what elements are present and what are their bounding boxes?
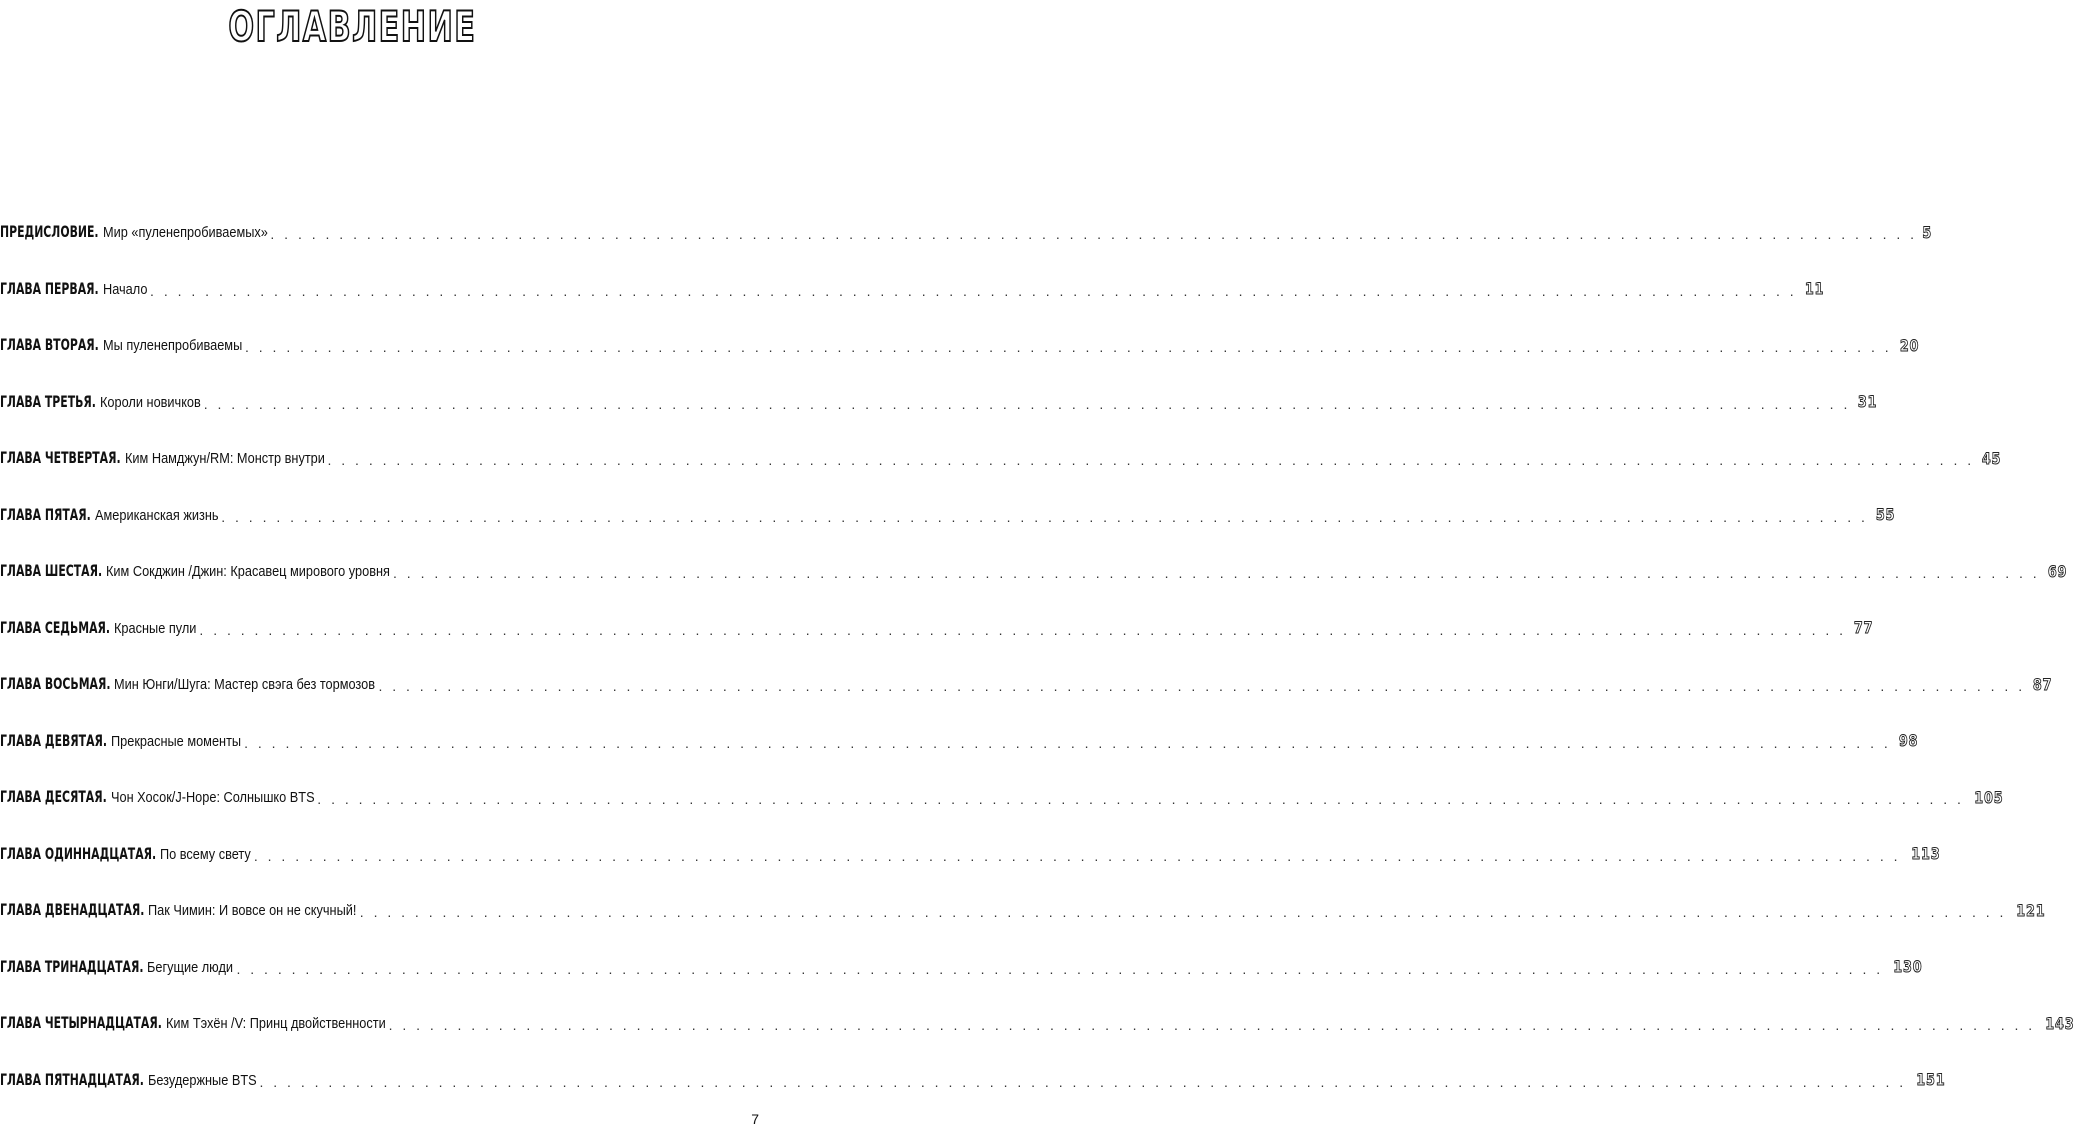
chapter-title: Мир «пуленепробиваемых» xyxy=(102,224,268,241)
chapter-label: ГЛАВА ВОСЬМАЯ. xyxy=(0,674,111,693)
chapter-label: ГЛАВА ДЕВЯТАЯ. xyxy=(0,730,108,750)
chapter-title: Бегущие люди xyxy=(147,958,234,976)
chapter-page-number: 151 xyxy=(1916,1070,1946,1089)
chapter-title: Красные пули xyxy=(114,619,197,637)
toc-entry xyxy=(0,445,2002,502)
dot-leader: . . . . . . . . . . . . . . . . . . . . . . . . . . . . . . . . . . . . . . . . . . . . . . . . . . . . . . . . . . . . . . . . . . . . . . . . . . . . . . . . . . . . . . . . . . . . . . . . . . . . . . . . . . . . . . . . . . . . . . . . xyxy=(388,1017,2036,1033)
chapter-label: ГЛАВА ОДИННАДЦАТАЯ. xyxy=(0,843,157,863)
toc-entry xyxy=(0,502,1896,559)
chapter-label: ГЛАВА ТРЕТЬЯ. xyxy=(0,391,96,411)
chapter-page-number: 69 xyxy=(2047,561,2067,581)
toc-entry xyxy=(0,1067,1946,1124)
toc-entry xyxy=(0,671,2053,728)
dot-leader: . . . . . . . . . . . . . . . . . . . . . . . . . . . . . . . . . . . . . . . . . . . . . . . . . . . . . . . . . . . . . . . . . . . . . . . . . . . . . . . . . . . . . . . . . . . . . . . . . . . . . . . . . . . . . . . . . . . . . . . . xyxy=(236,960,1884,977)
toc-entry xyxy=(0,219,1933,276)
chapter-page-number: 130 xyxy=(1893,957,1923,976)
toc-entry xyxy=(0,897,2046,954)
chapter-label: ПРЕДИСЛОВИЕ. xyxy=(0,222,99,241)
chapter-label: ГЛАВА ПЯТНАДЦАТАЯ. xyxy=(0,1069,144,1089)
toc-entry xyxy=(0,332,1919,389)
dot-leader: . . . . . . . . . . . . . . . . . . . . . . . . . . . . . . . . . . . . . . . . . . . . . . . . . . . . . . . . . . . . . . . . . . . . . . . . . . . . . . . . . . . . . . . . . . . . . . . . . . . . . . . . . . . . . . . . . . . . . . . . xyxy=(393,565,2040,581)
chapter-label: ГЛАВА СЕДЬМАЯ. xyxy=(0,617,111,637)
chapter-title: Ким Тэхён /V: Принц двойственности xyxy=(165,1015,386,1032)
dot-leader: . . . . . . . . . . . . . . . . . . . . . . . . . . . . . . . . . . . . . . . . . . . . . . . . . . . . . . . . . . . . . . . . . . . . . . . . . . . . . . . . . . . . . . . . . . . . . . . . . . . . . . . . . . . . . . . . . . . . . . . . xyxy=(199,621,1847,638)
dot-leader: . . . . . . . . . . . . . . . . . . . . . . . . . . . . . . . . . . . . . . . . . . . . . . . . . . . . . . . . . . . . . . . . . . . . . . . . . . . . . . . . . . . . . . . . . . . . . . . . . . . . . . . . . . . . . . . . . . . . . . . . xyxy=(203,395,1851,412)
dot-leader: . . . . . . . . . . . . . . . . . . . . . . . . . . . . . . . . . . . . . . . . . . . . . . . . . . . . . . . . . . . . . . . . . . . . . . . . . . . . . . . . . . . . . . . . . . . . . . . . . . . . . . . . . . . . . . . . . . . . . . . . xyxy=(378,678,2026,694)
dot-leader: . . . . . . . . . . . . . . . . . . . . . . . . . . . . . . . . . . . . . . . . . . . . . . . . . . . . . . . . . . . . . . . . . . . . . . . . . . . . . . . . . . . . . . . . . . . . . . . . . . . . . . . . . . . . . . . . . . . . . . . . xyxy=(244,734,1891,751)
chapter-title: Мин Юнги/Шуга: Мастер свэга без тормозов xyxy=(114,676,376,693)
dot-leader: . . . . . . . . . . . . . . . . . . . . . . . . . . . . . . . . . . . . . . . . . . . . . . . . . . . . . . . . . . . . . . . . . . . . . . . . . . . . . . . . . . . . . . . . . . . . . . . . . . . . . . . . . . . . . . . . . . . . . . . . xyxy=(150,282,1797,299)
dot-leader: . . . . . . . . . . . . . . . . . . . . . . . . . . . . . . . . . . . . . . . . . . . . . . . . . . . . . . . . . . . . . . . . . . . . . . . . . . . . . . . . . . . . . . . . . . . . . . . . . . . . . . . . . . . . . . . . . . . . . . . . xyxy=(270,226,1918,242)
chapter-page-number: 77 xyxy=(1853,618,1874,637)
dot-leader: . . . . . . . . . . . . . . . . . . . . . . . . . . . . . . . . . . . . . . . . . . . . . . . . . . . . . . . . . . . . . . . . . . . . . . . . . . . . . . . . . . . . . . . . . . . . . . . . . . . . . . . . . . . . . . . . . . . . . . . . xyxy=(259,1073,1907,1090)
toc-entry xyxy=(0,1010,2075,1067)
chapter-label: ГЛАВА ДВЕНАДЦАТАЯ. xyxy=(0,900,145,919)
toc-entry xyxy=(0,784,2004,841)
chapter-title: Чон Хосок/J-Hope: Солнышко BTS xyxy=(110,789,315,806)
chapter-title: Американская жизнь xyxy=(94,506,219,524)
dot-leader: . . . . . . . . . . . . . . . . . . . . . . . . . . . . . . . . . . . . . . . . . . . . . . . . . . . . . . . . . . . . . . . . . . . . . . . . . . . . . . . . . . . . . . . . . . . . . . . . . . . . . . . . . . . . . . . . . . . . . . . . xyxy=(327,452,1975,468)
page-title: ОГЛАВЛЕНИЕ xyxy=(228,2,477,51)
toc-entry xyxy=(0,389,1878,446)
dot-leader: . . . . . . . . . . . . . . . . . . . . . . . . . . . . . . . . . . . . . . . . . . . . . . . . . . . . . . . . . . . . . . . . . . . . . . . . . . . . . . . . . . . . . . . . . . . . . . . . . . . . . . . . . . . . . . . . . . . . . . . . xyxy=(221,508,1868,525)
toc-entry xyxy=(0,276,1824,333)
chapter-title: Ким Сокджин /Джин: Красавец мирового уровня xyxy=(106,563,391,580)
chapter-page-number: 98 xyxy=(1898,731,1919,750)
toc-entry xyxy=(0,954,1923,1011)
dot-leader: . . . . . . . . . . . . . . . . . . . . . . . . . . . . . . . . . . . . . . . . . . . . . . . . . . . . . . . . . . . . . . . . . . . . . . . . . . . . . . . . . . . . . . . . . . . . . . . . . . . . . . . . . . . . . . . . . . . . . . . . xyxy=(317,791,1964,807)
chapter-page-number: 87 xyxy=(2032,674,2053,694)
chapter-label: ГЛАВА ШЕСТАЯ. xyxy=(0,561,103,580)
chapter-page-number: 11 xyxy=(1804,279,1824,298)
table-of-contents xyxy=(0,219,2075,1123)
chapter-title: Пак Чимин: И вовсе он не скучный! xyxy=(148,902,357,919)
chapter-title: Безудержные BTS xyxy=(147,1071,257,1089)
chapter-label: ГЛАВА ДЕСЯТАЯ. xyxy=(0,787,107,806)
chapter-page-number: 55 xyxy=(1875,505,1896,524)
chapter-label: ГЛАВА ЧЕТВЕРТАЯ. xyxy=(0,448,121,467)
dot-leader: . . . . . . . . . . . . . . . . . . . . . . . . . . . . . . . . . . . . . . . . . . . . . . . . . . . . . . . . . . . . . . . . . . . . . . . . . . . . . . . . . . . . . . . . . . . . . . . . . . . . . . . . . . . . . . . . . . . . . . . . xyxy=(245,339,1892,355)
chapter-title: По всему свету xyxy=(160,845,251,863)
dot-leader: . . . . . . . . . . . . . . . . . . . . . . . . . . . . . . . . . . . . . . . . . . . . . . . . . . . . . . . . . . . . . . . . . . . . . . . . . . . . . . . . . . . . . . . . . . . . . . . . . . . . . . . . . . . . . . . . . . . . . . . . xyxy=(359,904,2007,920)
chapter-page-number: 121 xyxy=(2016,900,2046,920)
chapter-page-number: 20 xyxy=(1899,335,1919,355)
chapter-title: Мы пуленепробиваемы xyxy=(102,337,243,354)
chapter-label: ГЛАВА ПЕРВАЯ. xyxy=(0,278,99,298)
toc-entry xyxy=(0,558,2067,615)
chapter-page-number: 143 xyxy=(2045,1013,2075,1033)
chapter-title: Начало xyxy=(102,280,148,298)
chapter-title: Прекрасные моменты xyxy=(111,732,242,750)
chapter-page-number: 31 xyxy=(1858,392,1878,411)
chapter-title: Короли новичков xyxy=(99,393,201,411)
chapter-title: Ким Намджун/RM: Монстр внутри xyxy=(124,450,325,467)
chapter-label: ГЛАВА ВТОРАЯ. xyxy=(0,335,99,354)
toc-entry xyxy=(0,728,1919,785)
chapter-page-number: 105 xyxy=(1974,787,2004,807)
chapter-page-number: 5 xyxy=(1922,222,1933,242)
chapter-page-number: 113 xyxy=(1910,844,1940,863)
chapter-label: ГЛАВА ЧЕТЫРНАДЦАТАЯ. xyxy=(0,1013,162,1032)
toc-entry xyxy=(0,841,1940,898)
chapter-label: ГЛАВА ТРИНАДЦАТАЯ. xyxy=(0,956,144,976)
chapter-page-number: 45 xyxy=(1981,448,2002,468)
page-number: 7 xyxy=(751,1111,759,1127)
dot-leader: . . . . . . . . . . . . . . . . . . . . . . . . . . . . . . . . . . . . . . . . . . . . . . . . . . . . . . . . . . . . . . . . . . . . . . . . . . . . . . . . . . . . . . . . . . . . . . . . . . . . . . . . . . . . . . . . . . . . . . . . xyxy=(253,847,1901,864)
chapter-label: ГЛАВА ПЯТАЯ. xyxy=(0,504,91,524)
toc-entry xyxy=(0,615,1874,672)
